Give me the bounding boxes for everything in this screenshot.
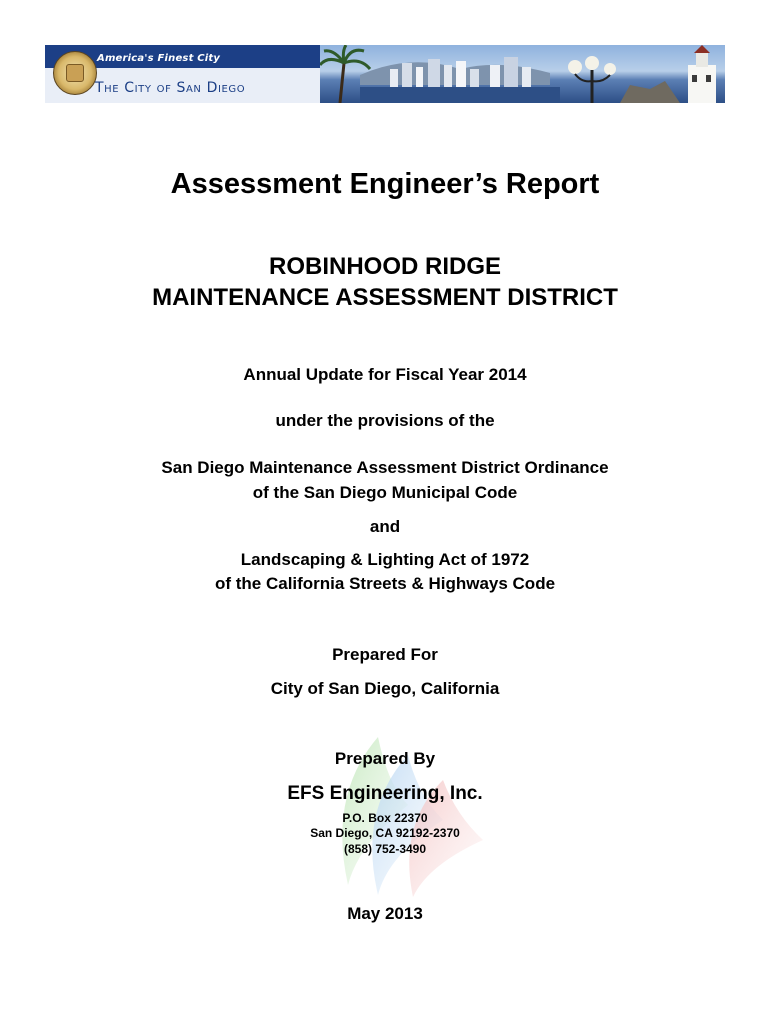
banner-brand-panel xyxy=(45,45,355,103)
city-seal-icon xyxy=(53,51,97,95)
ordinance-line-1: San Diego Maintenance Assessment District Ordinance xyxy=(161,458,609,477)
act-line-2: of the California Streets & Highways Code xyxy=(214,574,556,593)
prepared-for-client: City of San Diego, California xyxy=(270,679,500,698)
skyline-illustration xyxy=(320,45,725,103)
prepared-by-label: Prepared By xyxy=(334,749,436,768)
act-line-1: Landscaping & Lighting Act of 1972 xyxy=(240,550,530,569)
district-name-line-1: ROBINHOOD RIDGE xyxy=(268,253,501,280)
firm-po-box: P.O. Box 22370 xyxy=(342,811,428,825)
firm-city-state-zip: San Diego, CA 92192-2370 xyxy=(310,826,460,840)
seal-shield-icon xyxy=(66,64,84,82)
fiscal-year-update: Annual Update for Fiscal Year 2014 xyxy=(243,365,527,384)
ordinance-line-2: of the San Diego Municipal Code xyxy=(252,483,518,502)
skyline-photo-icon xyxy=(320,45,725,103)
district-name-line-2: MAINTENANCE ASSESSMENT DISTRICT xyxy=(152,284,618,311)
report-date: May 2013 xyxy=(347,904,423,923)
firm-name: EFS Engineering, Inc. xyxy=(287,783,483,804)
city-name: The City of San Diego xyxy=(95,80,246,96)
city-banner xyxy=(45,45,725,103)
provisions-text: under the provisions of the xyxy=(275,411,495,430)
report-title: Assessment Engineer’s Report xyxy=(170,168,600,200)
firm-phone: (858) 752-3490 xyxy=(343,842,427,856)
conjunction-text: and xyxy=(369,517,401,536)
city-slogan: America's Finest City xyxy=(97,53,221,64)
prepared-for-label: Prepared For xyxy=(332,645,438,664)
